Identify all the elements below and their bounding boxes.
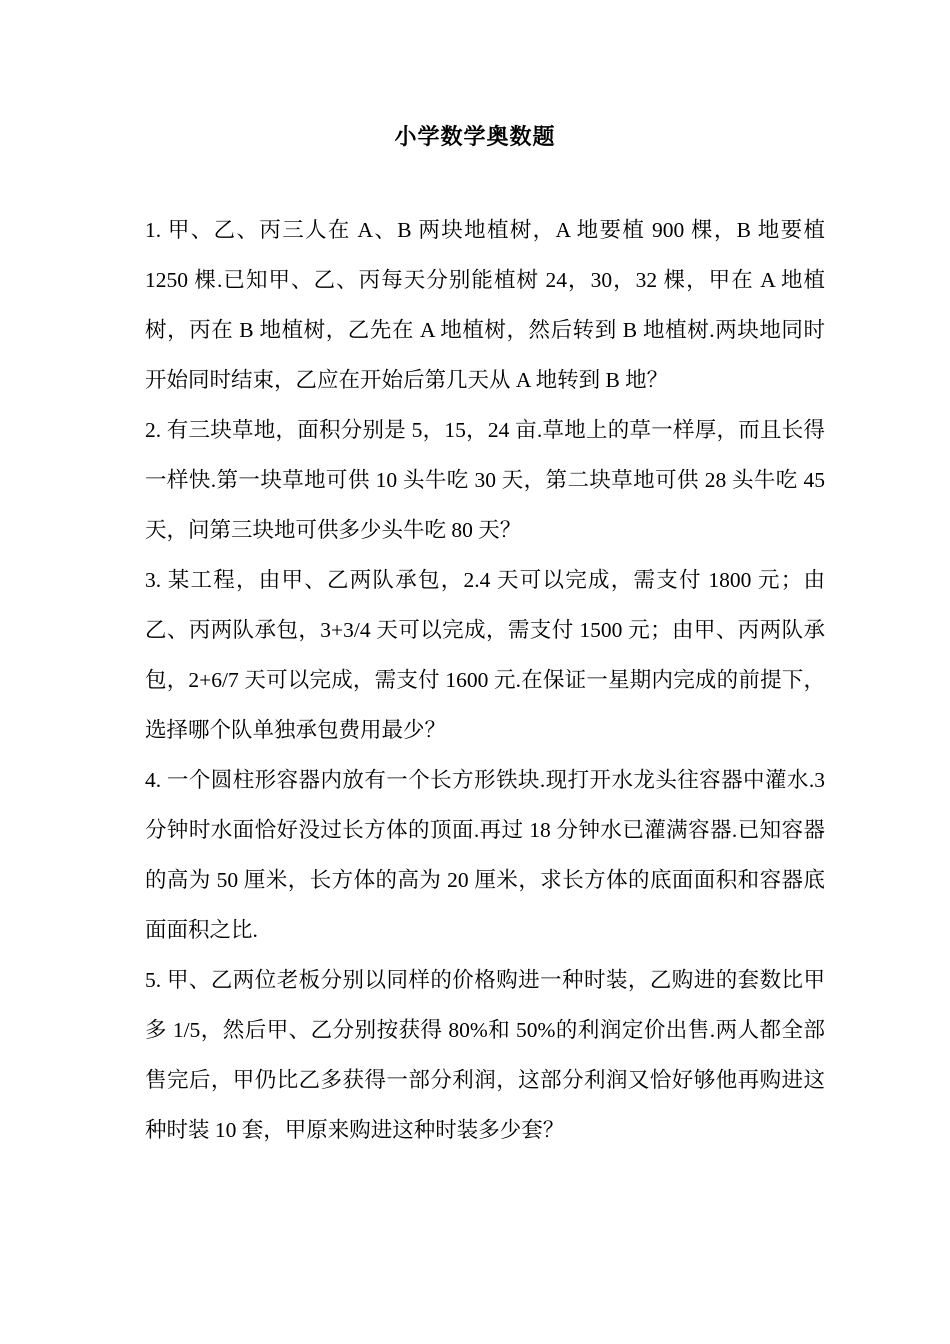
problem-list [145, 205, 825, 1155]
problem-2: 2. 有三块草地，面积分别是 5，15，24 亩.草地上的草一样厚，而且长得一样快.第一块草地可供 10 头牛吃 30 天，第二块草地可供 28 头牛吃 45 天，问第三块地可供多少头牛吃 80 天？ [145, 418, 825, 542]
problem-4: 4. 一个圆柱形容器内放有一个长方形铁块.现打开水龙头往容器中灌水.3 分钟时水面恰好没过长方体的顶面.再过 18 分钟水已灌满容器.已知容器的高为 50 厘米，长方体的高为 20 厘米，求长方体的底面面积和容器底面面积之比. [145, 768, 825, 942]
problem-5: 5. 甲、乙两位老板分别以同样的价格购进一种时装，乙购进的套数比甲多 1/5，然后甲、乙分别按获得 80%和 50%的利润定价出售.两人都全部售完后，甲仍比乙多获得一部分利润，这部分利润又恰好够他再购进这种时装 10 套，甲原来购进这种时装多少套？ [145, 968, 825, 1142]
problem-3: 3. 某工程，由甲、乙两队承包，2.4 天可以完成，需支付 1800 元；由乙、丙两队承包，3+3/4 天可以完成，需支付 1500 元；由甲、丙两队承包，2+6/7 天可以完成，需支付 1600 元.在保证一星期内完成的前提下，选择哪个队单独承包费用最少？ [145, 568, 825, 742]
document-title: 小学数学奥数题 [394, 124, 556, 149]
problem-1: 1. 甲、乙、丙三人在 A、B 两块地植树，A 地要植 900 棵，B 地要植 1250 棵.已知甲、乙、丙每天分别能植树 24，30，32 棵，甲在 A 地植树，丙在 B 地植树，乙先在 A 地植树，然后转到 B 地植树.两块地同时开始同时结束，乙应在开始后第几天从 A 地转到 B 地？ [145, 218, 825, 392]
